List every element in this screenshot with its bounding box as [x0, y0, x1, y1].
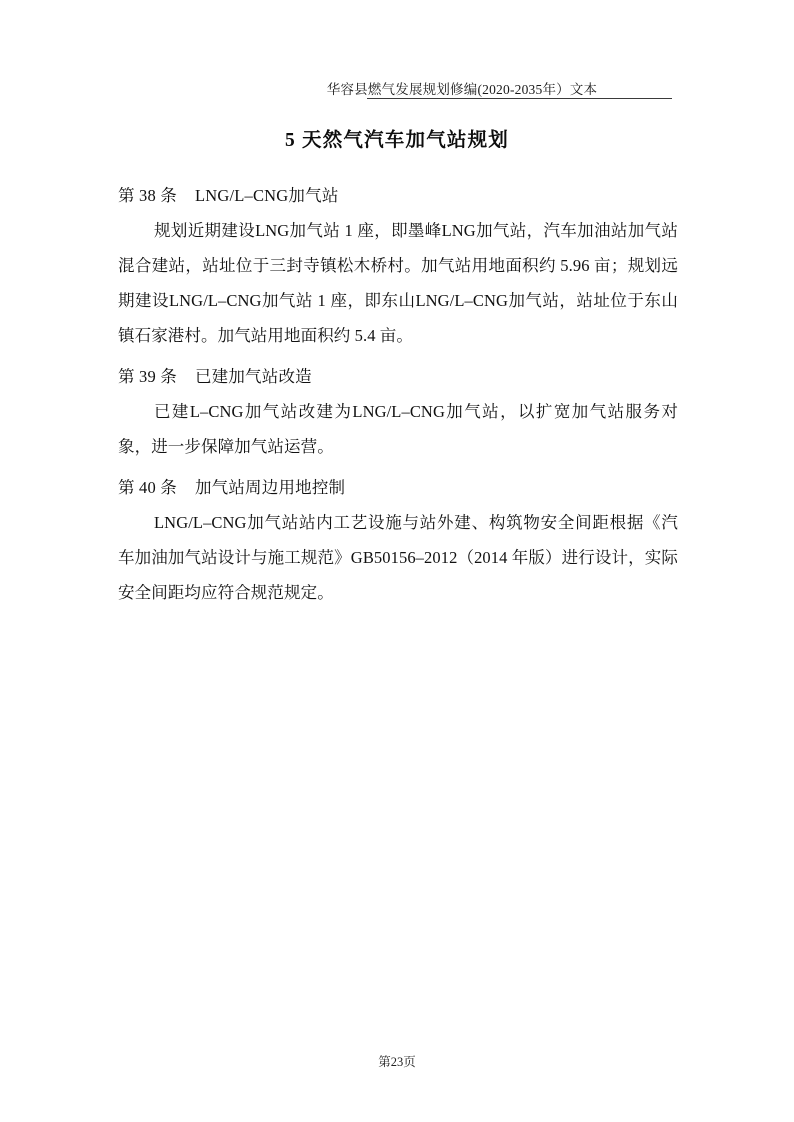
clause-heading-38 [118, 181, 678, 211]
clause-label-38: 第 38 条 [118, 186, 177, 205]
clause-heading-39 [118, 362, 678, 392]
clause-label-40: 第 40 条 [118, 478, 177, 497]
clause-title-40: 加气站周边用地控制 [194, 478, 346, 497]
header-divider [367, 98, 672, 99]
page-number: 第23页 [378, 1055, 416, 1069]
body-text-block [118, 172, 678, 610]
clause-title-38: LNG/L–CNG加气站 [194, 186, 339, 205]
clause-title-39: 已建加气站改造 [194, 367, 312, 386]
clause-label-39: 第 39 条 [118, 367, 177, 386]
paragraph-40-1: LNG/L–CNG加气站站内工艺设施与站外建、构筑物安全间距根据《汽车加油加气站设计与施工规范》GB50156–2012（2014 年版）进行设计，实际安全间距均应符合规范规定。 [118, 513, 678, 602]
paragraph-38-1: 规划近期建设LNG加气站 1 座，即墨峰LNG加气站，汽车加油站加气站混合建站，站址位于三封寺镇松木桥村。加气站用地面积约 5.96 亩；规划远期建设LNG/L–CNG加气站 1 座，即东山LNG/L–CNG加气站，站址位于东山镇石家港村。加气站用地面积约 5.4 亩。 [118, 221, 678, 345]
running-header-text: 华容县燃气发展规划修编(2020-2035年）文本 [326, 82, 598, 97]
chapter-title: 5 天然气汽车加气站规划 [284, 130, 510, 151]
page-footer [0, 1052, 794, 1070]
paragraph-39-1: 已建L–CNG加气站改建为LNG/L–CNG加气站，以扩宽加气站服务对象，进一步保障加气站运营。 [118, 402, 678, 456]
running-header [0, 78, 794, 98]
clause-heading-40 [118, 473, 678, 503]
